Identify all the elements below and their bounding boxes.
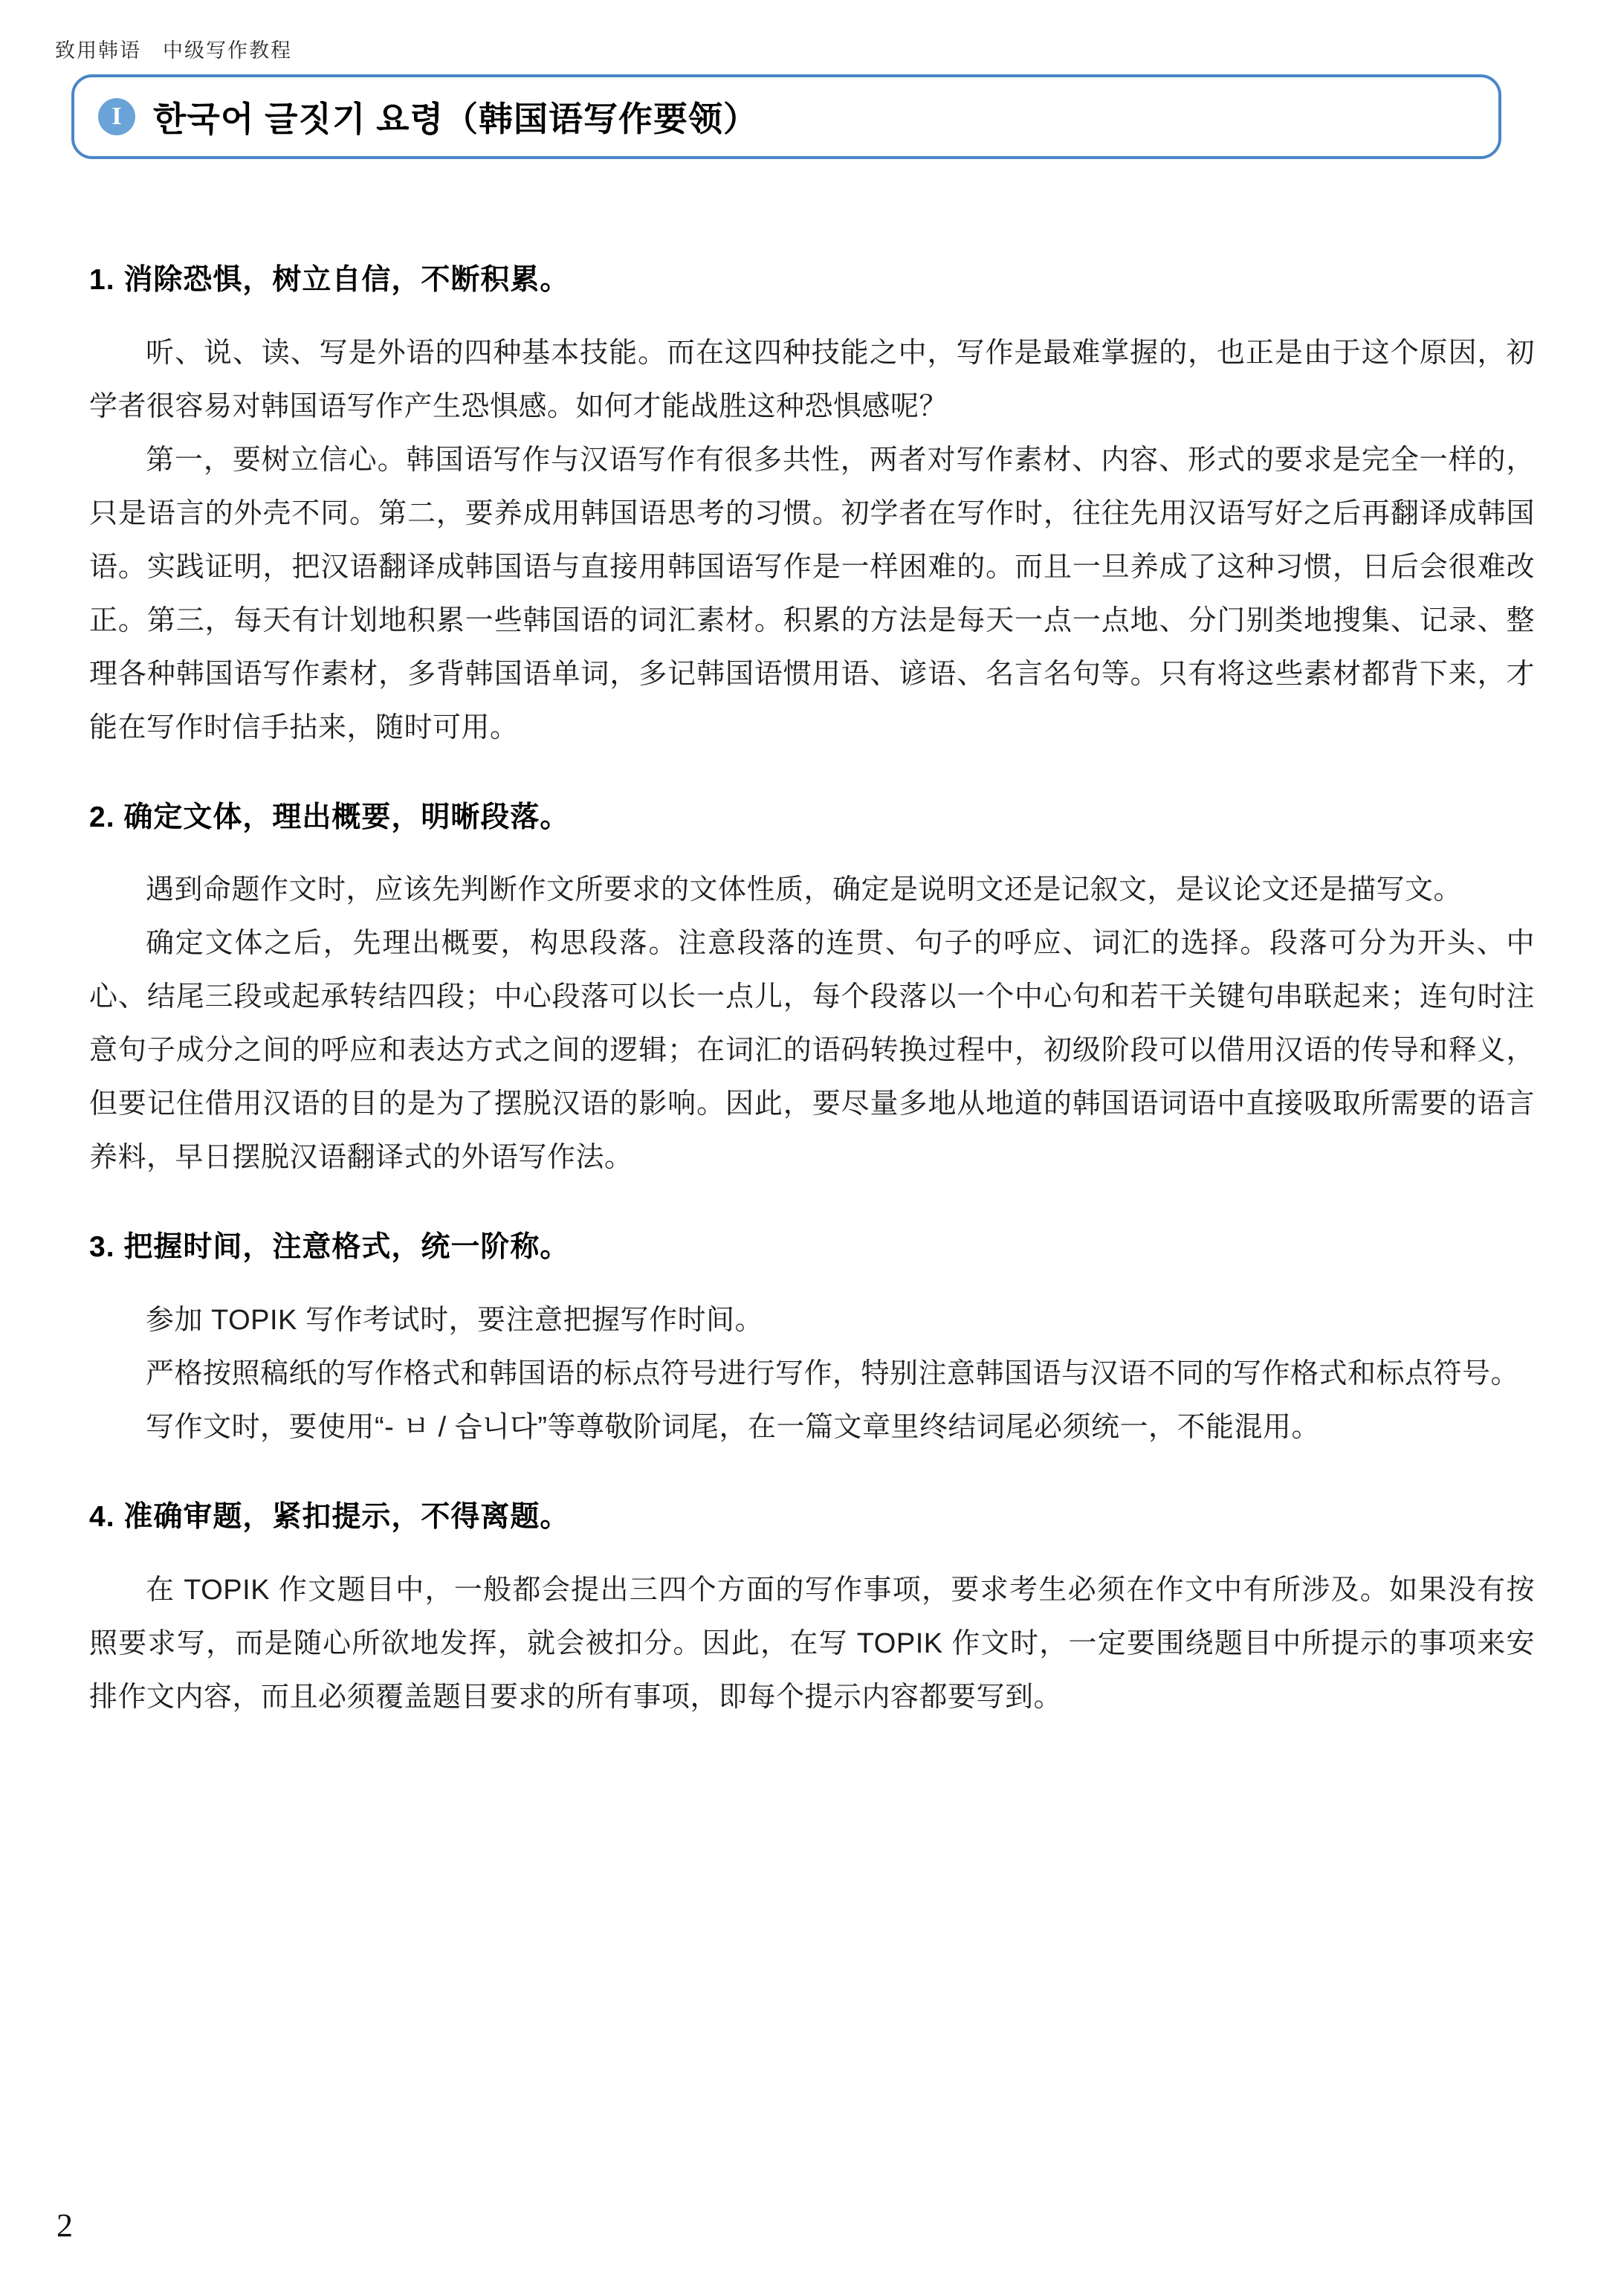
running-header: 致用韩语 中级写作教程 [55,39,292,62]
chapter-title-box [71,74,1501,159]
section-3-paragraph-3: 写作文时，要使用“- ㅂ / 습니다”等尊敬阶词尾，在一篇文章里终结词尾必须统一，不能混用。 [146,1412,1321,1444]
section-1-paragraph-2: 第一，要树立信心。韩国语写作与汉语写作有很多共性，两者对写作素材、内容、形式的要求是完全一样的，只是语言的外壳不同。第二，要养成用韩国语思考的习惯。初学者在写作时，往往先用汉语写好之后再翻译成韩国语。实践证明，把汉语翻译成韩国语与直接用韩国语写作是一样困难的。而且一旦养成了这种习惯，日后会很难改正。第三，每天有计划地积累一些韩国语的词汇素材。积累的方法是每天一点一点地、分门别类地搜集、记录、整理各种韩国语写作素材，多背韩国语单词，多记韩国语惯用语、谚语、名言名句等。只有将这些素材都背下来，才能在写作时信手拈来，随时可用。 [89,444,1535,743]
section-2-paragraph-1: 遇到命题作文时，应该先判断作文所要求的文体性质，确定是说明文还是记叙文，是议论文还是描写文。 [146,874,1463,906]
chapter-title: 한국어 글짓기 요령（韩国语写作要领） [153,100,759,138]
section-4-paragraph-1: 在 TOPIK 作文题目中，一般都会提出三四个方面的写作事项，要求考生必须在作文中有所涉及。如果没有按照要求写，而是随心所欲地发挥，就会被扣分。因此，在写 TOPIK 作文时，一定要围绕题目中所提示的事项来安排作文内容，而且必须覆盖题目要求的所有事项，即每个提示内容都要写到。 [89,1574,1535,1713]
section-3-paragraph-1: 参加 TOPIK 写作考试时，要注意把握写作时间。 [146,1305,763,1337]
section-1-heading: 1. 消除恐惧，树立自信，不断积累。 [89,264,570,296]
section-4 [89,1499,1535,1724]
section-3-paragraph-2: 严格按照稿纸的写作格式和韩国语的标点符号进行写作，特别注意韩国语与汉语不同的写作格式和标点符号。 [146,1358,1520,1390]
section-2-heading: 2. 确定文体，理出概要，明晰段落。 [89,801,570,833]
chapter-number-badge: I [98,98,135,135]
section-4-heading: 4. 准确审题，紧扣提示，不得离题。 [89,1501,570,1534]
section-3-heading: 3. 把握时间，注意格式，统一阶称。 [89,1231,570,1264]
section-2-paragraph-2: 确定文体之后，先理出概要，构思段落。注意段落的连贯、句子的呼应、词汇的选择。段落可分为开头、中心、结尾三段或起承转结四段；中心段落可以长一点儿，每个段落以一个中心句和若干关键句串联起来；连句时注意句子成分之间的呼应和表达方式之间的逻辑；在词汇的语码转换过程中，初级阶段可以借用汉语的传导和释义，但要记住借用汉语的目的是为了摆脱汉语的影响。因此，要尽量多地从地道的韩国语词语中直接吸取所需要的语言养料，早日摆脱汉语翻译式的外语写作法。 [89,928,1535,1174]
section-1-paragraph-1: 听、说、读、写是外语的四种基本技能。而在这四种技能之中，写作是最难掌握的，也正是由于这个原因，初学者很容易对韩国语写作产生恐惧感。如何才能战胜这种恐惧感呢？ [89,337,1535,422]
page-content [89,262,1535,1724]
section-1 [89,262,1535,755]
section-3 [89,1229,1535,1454]
section-2 [89,799,1535,1185]
page-number: 2 [56,2207,73,2244]
